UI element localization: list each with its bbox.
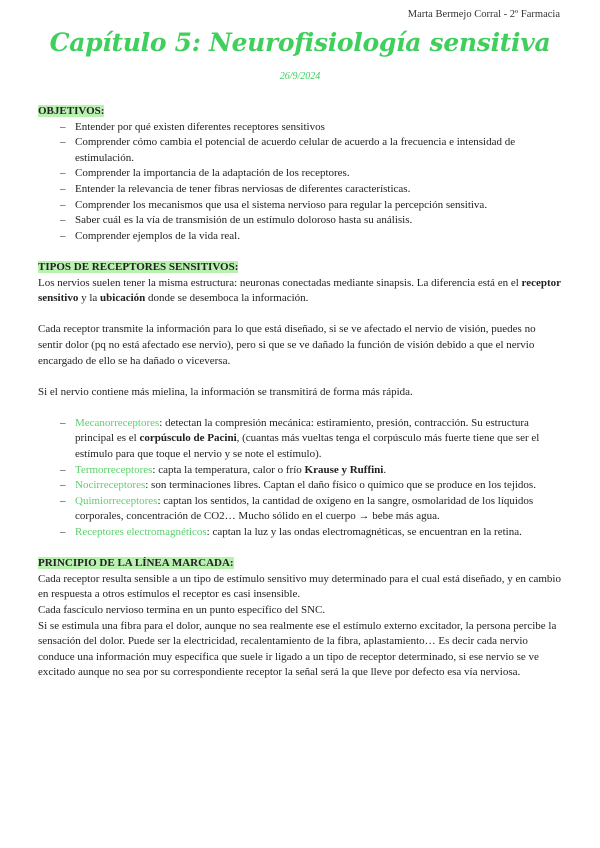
- receptor-name: Nocirreceptores: [75, 479, 146, 492]
- list-item: – Saber cuál es la vía de transmisión de un estímulo doloroso hasta su análisis.: [38, 213, 562, 229]
- author-label: Marta Bermejo Corral - 2º Farmacia: [407, 9, 560, 20]
- text-run: : captan la luz y las ondas electromagnéticas, se encuentran en la retina.: [206, 526, 522, 539]
- list-item: – Comprender la importancia de la adaptación de los receptores.: [38, 166, 562, 182]
- bold-term: corpúsculo de Pacini: [139, 432, 237, 445]
- tipos-heading: TIPOS DE RECEPTORES SENSITIVOS:: [38, 260, 239, 273]
- list-item: – Comprender los mecanismos que usa el sistema nervioso para regular la percepción sensitiva.: [38, 198, 562, 214]
- text-run: : detectan la compresión mecánica: estiramiento, presión, contracción. Su estructura principal es el: [75, 416, 529, 445]
- page-title: Capítulo 5: Neurofisiología sensitiva: [49, 28, 551, 57]
- tipos-paragraph-2: Cada receptor transmite la información para lo que está diseñado, si se ve afectado el nervio de visión, puedes no sentir dolor (pq no está afectado ese nervio), pero si que se ve dañado la función de visión debido a que el nervio encargado de ello se ha dañado o viceversa.: [38, 323, 536, 367]
- text-run: : capta la temperatura, calor o frío: [152, 463, 305, 476]
- receptor-name: Quimiorreceptores: [75, 494, 158, 507]
- list-item: [38, 494, 562, 525]
- receptors-list: [38, 416, 562, 541]
- text-run: : captan los sentidos, la cantidad de oxígeno en la sangre, osmolaridad de los líquidos corporales, concentración de CO2… Mucho sólido en el cuerpo → bebe más agua.: [75, 494, 534, 523]
- receptor-name: Termorreceptores: [75, 463, 153, 476]
- principio-paragraph-1: Cada receptor resulta sensible a un tipo de estímulo sensitivo muy determinado para el cual está diseñado, y en cambio en respuesta a otros estímulos el receptor es casi insensible.: [38, 572, 561, 601]
- list-item: – Entender por qué existen diferentes receptores sensitivos: [38, 120, 562, 136]
- text-run: .: [383, 463, 387, 476]
- bold-term: Krause y Ruffini: [304, 463, 384, 476]
- text-run: Los nervios suelen tener la misma estructura: neuronas conectadas mediante sinapsis. La diferencia está en el: [38, 276, 522, 289]
- document-body: [38, 104, 562, 681]
- objetivos-heading: OBJETIVOS:: [38, 105, 105, 117]
- objetivos-list: [38, 120, 562, 245]
- text-run: : son terminaciones libres. Captan el daño físico o químico que se produce en los tejidos.: [145, 479, 536, 492]
- tipos-paragraph-1: [38, 276, 562, 307]
- bold-term: ubicación: [100, 292, 146, 305]
- tipos-paragraph-3: Si el nervio contiene más mielina, la información se transmitirá de forma más rápida.: [38, 385, 413, 398]
- list-item: – Entender la relevancia de tener fibras nerviosas de diferentes características.: [38, 182, 562, 198]
- principio-paragraph-3: Si se estimula una fibra para el dolor, aunque no sea realmente ese el estímulo externo excitador, la persona percibe la sensación del dolor. Puede ser la electricidad, recalentamiento de la fibra, aplastamiento… Es decir cada nervio conduce una información muy específica que suele ir ligado a un tipo de receptor determinado, si ese nervio se ve excitado aunque no sea por su correspondiente receptor la señal será la que lleve por defecto esa vía nerviosa.: [38, 619, 557, 679]
- document-date: 26/9/2024: [279, 71, 321, 82]
- list-item: – Comprender cómo cambia el potencial de acuerdo celular de acuerdo a la frecuencia e intensidad de estimulación.: [38, 135, 562, 166]
- text-run: , (cuantas más vueltas tenga el corpúsculo más fuerte tiene que ser el estímulo para que toque el nervio y se note el estímulo).: [75, 432, 540, 461]
- list-item: [38, 416, 562, 463]
- receptor-name: Receptores electromagnéticos: [75, 526, 207, 539]
- text-run: donde se desemboca la información.: [145, 292, 309, 305]
- principio-paragraph-2: Cada fascículo nervioso termina en un punto específico del SNC.: [38, 604, 326, 616]
- list-item: [38, 525, 562, 541]
- receptor-name: Mecanorreceptores: [75, 416, 160, 429]
- principio-heading: PRINCIPIO DE LA LÍNEA MARCADA:: [38, 557, 234, 570]
- list-item: [38, 478, 562, 494]
- text-run: y la: [78, 292, 101, 305]
- list-item: – Comprender ejemplos de la vida real.: [38, 229, 562, 245]
- bold-term: receptor sensitivo: [38, 276, 561, 305]
- list-item: [38, 463, 562, 479]
